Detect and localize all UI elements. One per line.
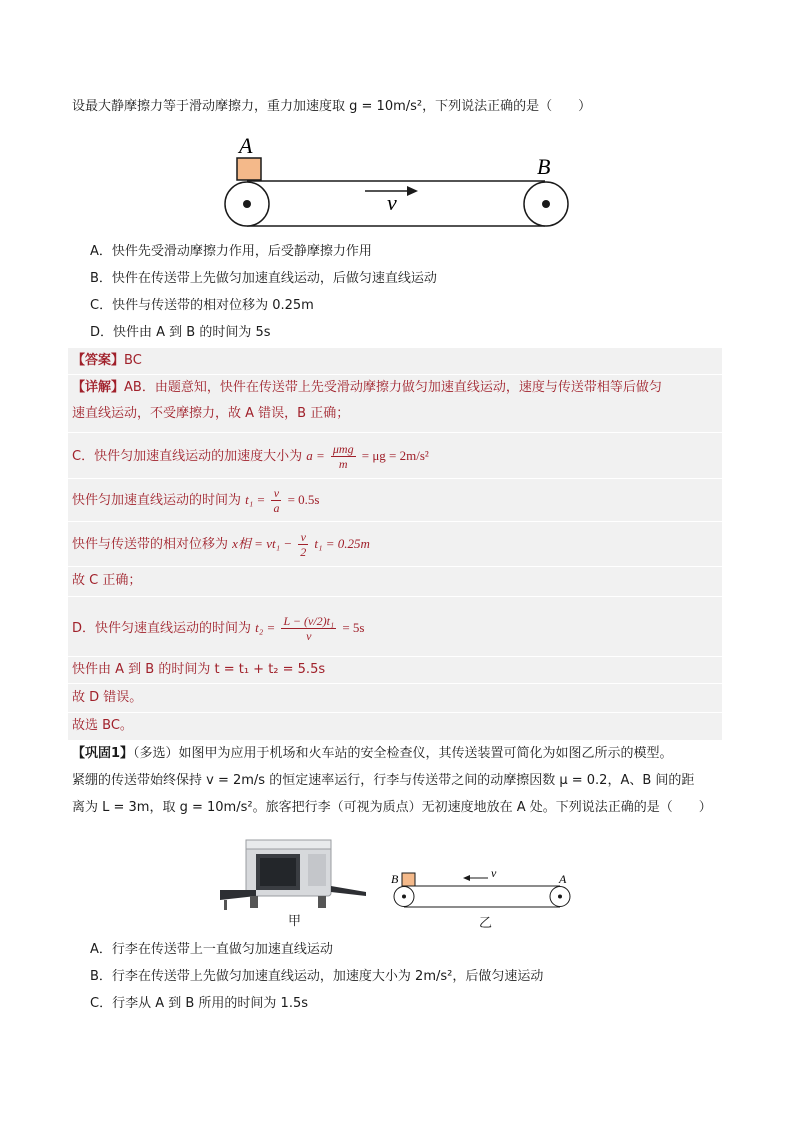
option-1-a: A．快件先受滑动摩擦力作用，后受静摩擦力作用 bbox=[90, 244, 372, 259]
consolidate-line3: 离为 L = 3m，取 g = 10m/s²。旅客把行李（可视为质点）无初速度地放在 A 处。下列说法正确的是（ ） bbox=[72, 800, 712, 815]
detail-t-total: 快件由 A 到 B 的时间为 t = t₁ + t₂ = 5.5s bbox=[72, 662, 326, 677]
detail-d-line: D．快件匀速直线运动的时间为 t₂ = $\frac{\text{L − (v/2)t₁}}{v}$ = 5s bbox=[72, 614, 365, 643]
fraction-mumg-over-m: $\frac{\text{μmg}}{m}$ bbox=[332, 442, 354, 471]
fraction-v-over-2: $\frac{v}{2}$ bbox=[300, 530, 307, 559]
caption-jia: 甲 bbox=[288, 914, 302, 929]
fraction-v-over-a: $\frac{v}{a}$ bbox=[273, 486, 280, 515]
security-scanner-image bbox=[218, 832, 368, 914]
detail-c-correct: 故 C 正确； bbox=[72, 573, 142, 588]
label-v: v bbox=[387, 190, 397, 215]
consolidate-tag: 【巩固1】 bbox=[72, 746, 134, 761]
label-a: A bbox=[239, 133, 253, 158]
caption-yi: 乙 bbox=[479, 916, 493, 931]
detail-x-line: 快件与传送带的相对位移为 x相 = vt₁ − $\frac{v}{2}$ t₁ = 0.25m bbox=[72, 530, 370, 559]
label-b: B bbox=[537, 154, 551, 179]
option-2-a: A．行李在传送带上一直做匀加速直线运动 bbox=[90, 942, 333, 957]
detail-tag: 【详解】 bbox=[72, 380, 125, 395]
detail-c-line: C．快件匀加速直线运动的加速度大小为 a = $\frac{\text{μmg}}{m}$ = μg = 2m/s² bbox=[72, 442, 429, 471]
option-1-c: C．快件与传送带的相对位移为 0.25m bbox=[90, 298, 314, 313]
detail-ab-line1: 【详解】AB．由题意知，快件在传送带上先受滑动摩擦力做匀加速直线运动，速度与传送带相等后做匀 bbox=[72, 380, 662, 395]
detail-ab-line2: 速直线运动，不受摩擦力，故 A 错误，B 正确； bbox=[72, 406, 350, 421]
answer-line bbox=[72, 352, 142, 370]
luggage-box bbox=[402, 873, 415, 886]
label-a-2: A bbox=[559, 872, 567, 886]
answer-tag: 【答案】 bbox=[72, 353, 125, 368]
consolidate-line1: 【巩固1】（多选）如图甲为应用于机场和火车站的安全检查仪，其传送装置可简化为如图乙所示的模型。 bbox=[72, 746, 673, 761]
detail-d-wrong: 故 D 错误。 bbox=[72, 690, 143, 705]
package-box bbox=[237, 158, 261, 180]
option-2-c: C．行李从 A 到 B 所用的时间为 1.5s bbox=[90, 996, 308, 1011]
conveyor-diagram-1 bbox=[215, 130, 585, 235]
conveyor-diagram-2 bbox=[388, 862, 578, 914]
option-1-b: B．快件在传送带上先做匀加速直线运动，后做匀速直线运动 bbox=[90, 271, 437, 286]
option-2-b: B．行李在传送带上先做匀加速直线运动，加速度大小为 2m/s²，后做匀速运动 bbox=[90, 969, 544, 984]
answer-value: BC bbox=[124, 353, 142, 368]
fraction-d: $\frac{\text{L − (v/2)t₁}}{v}$ bbox=[283, 614, 335, 643]
question-intro: 设最大静摩擦力等于滑动摩擦力，重力加速度取 g = 10m/s²，下列说法正确的是（ ） bbox=[72, 99, 592, 114]
label-b-2: B bbox=[391, 872, 399, 886]
detail-t1-line: 快件匀加速直线运动的时间为 t₁ = $\frac{v}{a}$ = 0.5s bbox=[72, 486, 320, 515]
consolidate-line2: 紧绷的传送带始终保持 v = 2m/s 的恒定速率运行，行李与传送带之间的动摩擦因数 μ = 0.2，A、B 间的距 bbox=[72, 773, 695, 788]
option-1-d: D．快件由 A 到 B 的时间为 5s bbox=[90, 325, 271, 340]
detail-choose: 故选 BC。 bbox=[72, 718, 133, 733]
label-v-2: v bbox=[491, 866, 497, 880]
